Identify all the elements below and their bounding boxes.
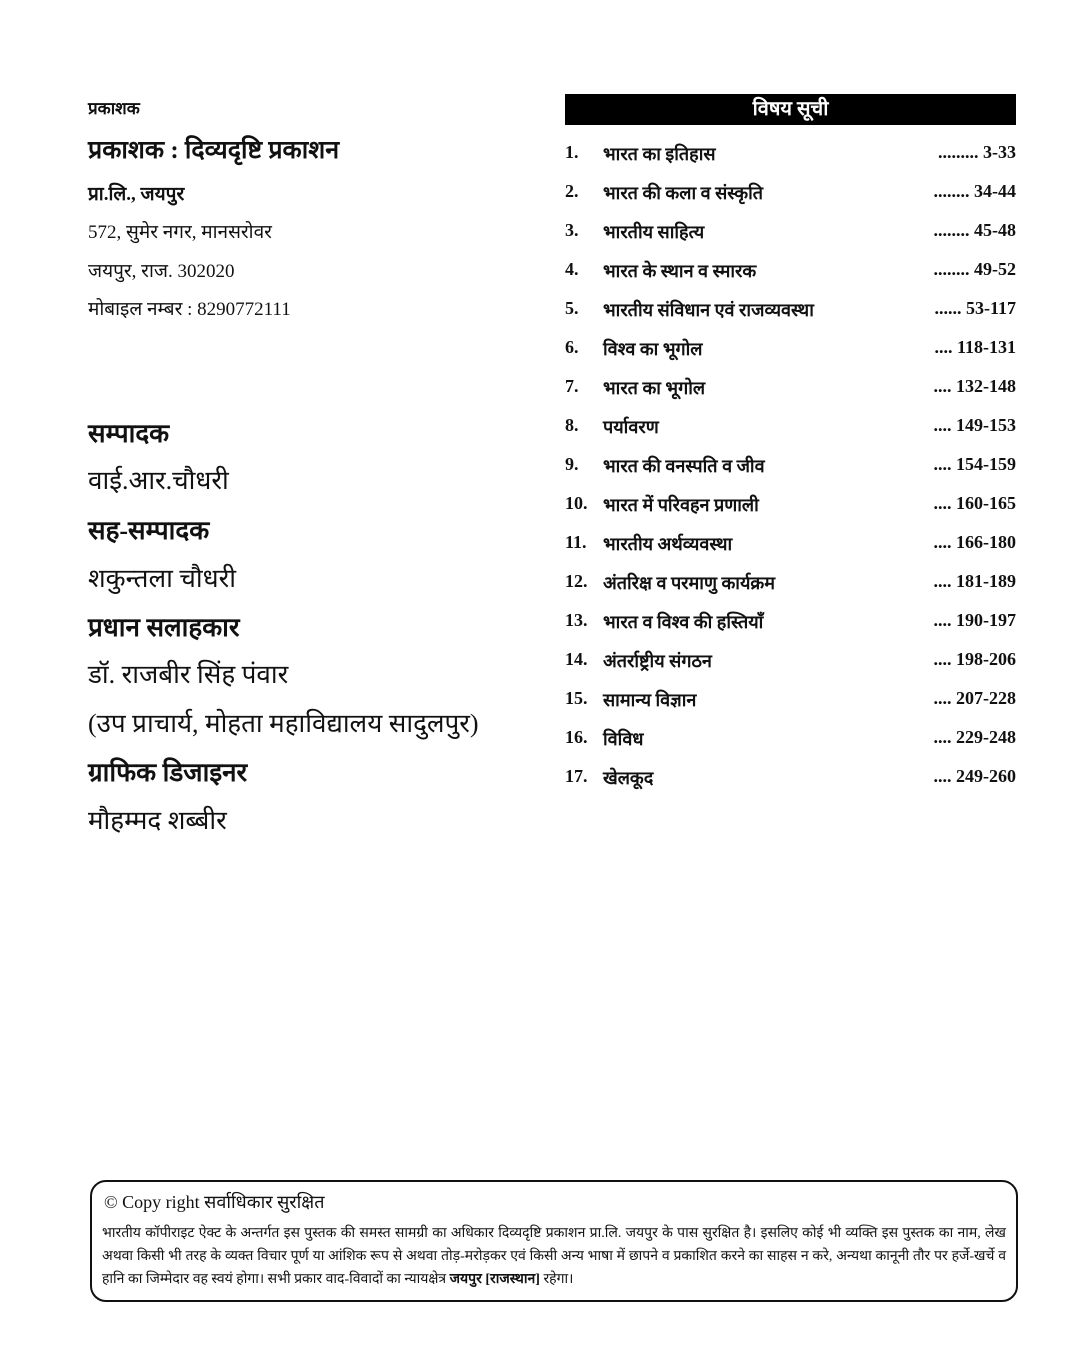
- toc-item-num: 10.: [565, 493, 588, 513]
- toc-item-title: खेलकूद: [603, 768, 654, 788]
- toc-heading: विषय सूची: [565, 94, 1016, 125]
- toc-item: [565, 649, 1016, 679]
- chief-advisor-name: डॉ. राजबीर सिंह पंवार: [88, 660, 289, 689]
- copyright-title: © Copy right सर्वाधिकार सुरक्षित: [104, 1192, 325, 1212]
- toc-item-pages: ........ 45-48: [933, 220, 1016, 240]
- toc-item-title: भारत का इतिहास: [603, 144, 716, 164]
- toc-item-pages: .... 154-159: [933, 454, 1016, 474]
- co-editor-name: शकुन्तला चौधरी: [88, 564, 236, 593]
- toc-item-title: भारत के स्थान व स्मारक: [603, 261, 757, 281]
- copyright-jurisdiction: जयपुर [राजस्थान]: [449, 1272, 540, 1287]
- toc-item-pages: ........ 49-52: [933, 259, 1016, 279]
- publisher-mobile: मोबाइल नम्बर : 8290772111: [88, 299, 291, 320]
- copyright-text: [102, 1222, 1006, 1291]
- toc-item-pages: ...... 53-117: [934, 298, 1016, 318]
- toc-item-num: 11.: [565, 532, 587, 552]
- toc-item-title: अंतर्राष्ट्रीय संगठन: [603, 651, 712, 671]
- toc-item: [565, 181, 1016, 211]
- graphic-designer-name: मौहम्मद शब्बीर: [88, 806, 227, 835]
- copyright-end: रहेगा।: [543, 1272, 574, 1287]
- toc-item: [565, 376, 1016, 406]
- toc-item-pages: ........ 34-44: [933, 181, 1016, 201]
- chief-advisor-note: (उप प्राचार्य, मोहता महाविद्यालय सादुलपुर): [88, 709, 479, 738]
- toc-item-pages: .... 181-189: [933, 571, 1016, 591]
- toc-item-title: विश्व का भूगोल: [603, 339, 703, 359]
- toc-item-pages: .... 118-131: [934, 337, 1016, 357]
- toc-item: [565, 337, 1016, 367]
- toc-item-pages: .... 190-197: [933, 610, 1016, 630]
- toc-item: [565, 454, 1016, 484]
- publisher-address-1: 572, सुमेर नगर, मानसरोवर: [88, 222, 272, 243]
- toc-item-title: भारत में परिवहन प्रणाली: [603, 495, 759, 515]
- publisher-title: प्रकाशक : दिव्यदृष्टि प्रकाशन: [88, 137, 340, 164]
- toc-item-num: 16.: [565, 727, 588, 747]
- publisher-company: प्रा.लि., जयपुर: [88, 184, 185, 205]
- toc-item-num: 17.: [565, 766, 588, 786]
- toc-item-num: 14.: [565, 649, 588, 669]
- graphic-designer-role: ग्राफिक डिजाइनर: [88, 758, 248, 787]
- toc-item-num: 3.: [565, 220, 579, 240]
- editor-name: वाई.आर.चौधरी: [88, 466, 229, 495]
- toc-item: [565, 610, 1016, 640]
- toc-item-title: पर्यावरण: [603, 417, 659, 437]
- toc-item-pages: .... 229-248: [933, 727, 1016, 747]
- chief-advisor-role: प्रधान सलाहकार: [88, 613, 240, 642]
- toc-item: [565, 571, 1016, 601]
- toc-item: [565, 415, 1016, 445]
- toc-item-title: भारतीय अर्थव्यवस्था: [603, 534, 733, 554]
- editor-role: सम्पादक: [88, 419, 170, 448]
- toc-item-title: अंतरिक्ष व परमाणु कार्यक्रम: [603, 573, 775, 593]
- toc-item-pages: ......... 3-33: [938, 142, 1016, 162]
- toc-item-pages: .... 132-148: [933, 376, 1016, 396]
- toc-item-num: 1.: [565, 142, 579, 162]
- toc-item-pages: .... 149-153: [933, 415, 1016, 435]
- toc-item: [565, 142, 1016, 172]
- toc-item-title: भारत की वनस्पति व जीव: [603, 456, 765, 476]
- toc-item-title: भारत की कला व संस्कृति: [603, 183, 764, 203]
- toc-item-title: भारत व विश्व की हस्तियाँ: [603, 612, 764, 632]
- toc-item-num: 4.: [565, 259, 579, 279]
- toc-item: [565, 259, 1016, 289]
- toc-item: [565, 766, 1016, 796]
- toc-item-pages: .... 198-206: [933, 649, 1016, 669]
- toc-item-title: भारतीय संविधान एवं राजव्यवस्था: [603, 300, 814, 320]
- publisher-address-2: जयपुर, राज. 302020: [88, 261, 235, 282]
- toc-item-num: 7.: [565, 376, 579, 396]
- copyright-box: [90, 1180, 1018, 1302]
- toc-item-title: भारत का भूगोल: [603, 378, 706, 398]
- toc-item-num: 9.: [565, 454, 579, 474]
- toc-item: [565, 688, 1016, 718]
- toc-item-num: 6.: [565, 337, 579, 357]
- toc-item-title: विविध: [603, 729, 644, 749]
- toc-item-num: 8.: [565, 415, 579, 435]
- toc-item-pages: .... 160-165: [933, 493, 1016, 513]
- toc-item-num: 12.: [565, 571, 588, 591]
- publisher-heading: प्रकाशक: [88, 99, 140, 118]
- toc-item-pages: .... 166-180: [933, 532, 1016, 552]
- copyright-body: भारतीय कॉपीराइट ऐक्ट के अन्तर्गत इस पुस्तक की समस्त सामग्री का अधिकार दिव्यदृष्टि प्रकाशन प्रा.लि. जयपुर के पास सुरक्षित है। इसलिए कोई भी व्यक्ति इस पुस्तक का नाम, लेख अथवा किसी भी तरह के व्यक्त विचार पूर्ण या आंशिक रूप से अथवा तोड़-मरोड़कर एवं किसी अन्य भाषा में छापने व प्रकाशित करने का साहस न करे, अन्यथा कानूनी तौर पर हर्जे-खर्चे व हानि का जिम्मेदार वह स्वयं होगा। सभी प्रकार वाद-विवादों का न्यायक्षेत्र: [102, 1226, 1006, 1287]
- toc-item-num: 13.: [565, 610, 588, 630]
- toc-item: [565, 727, 1016, 757]
- toc-item: [565, 493, 1016, 523]
- toc-item-title: सामान्य विज्ञान: [603, 690, 697, 710]
- toc-item-num: 5.: [565, 298, 579, 318]
- toc-item-title: भारतीय साहित्य: [603, 222, 705, 242]
- toc-item-num: 2.: [565, 181, 579, 201]
- toc-item-pages: .... 249-260: [933, 766, 1016, 786]
- toc-item-pages: .... 207-228: [933, 688, 1016, 708]
- toc-item: [565, 220, 1016, 250]
- toc-item-num: 15.: [565, 688, 588, 708]
- co-editor-role: सह-सम्पादक: [88, 516, 210, 545]
- toc-item: [565, 532, 1016, 562]
- toc-item: [565, 298, 1016, 328]
